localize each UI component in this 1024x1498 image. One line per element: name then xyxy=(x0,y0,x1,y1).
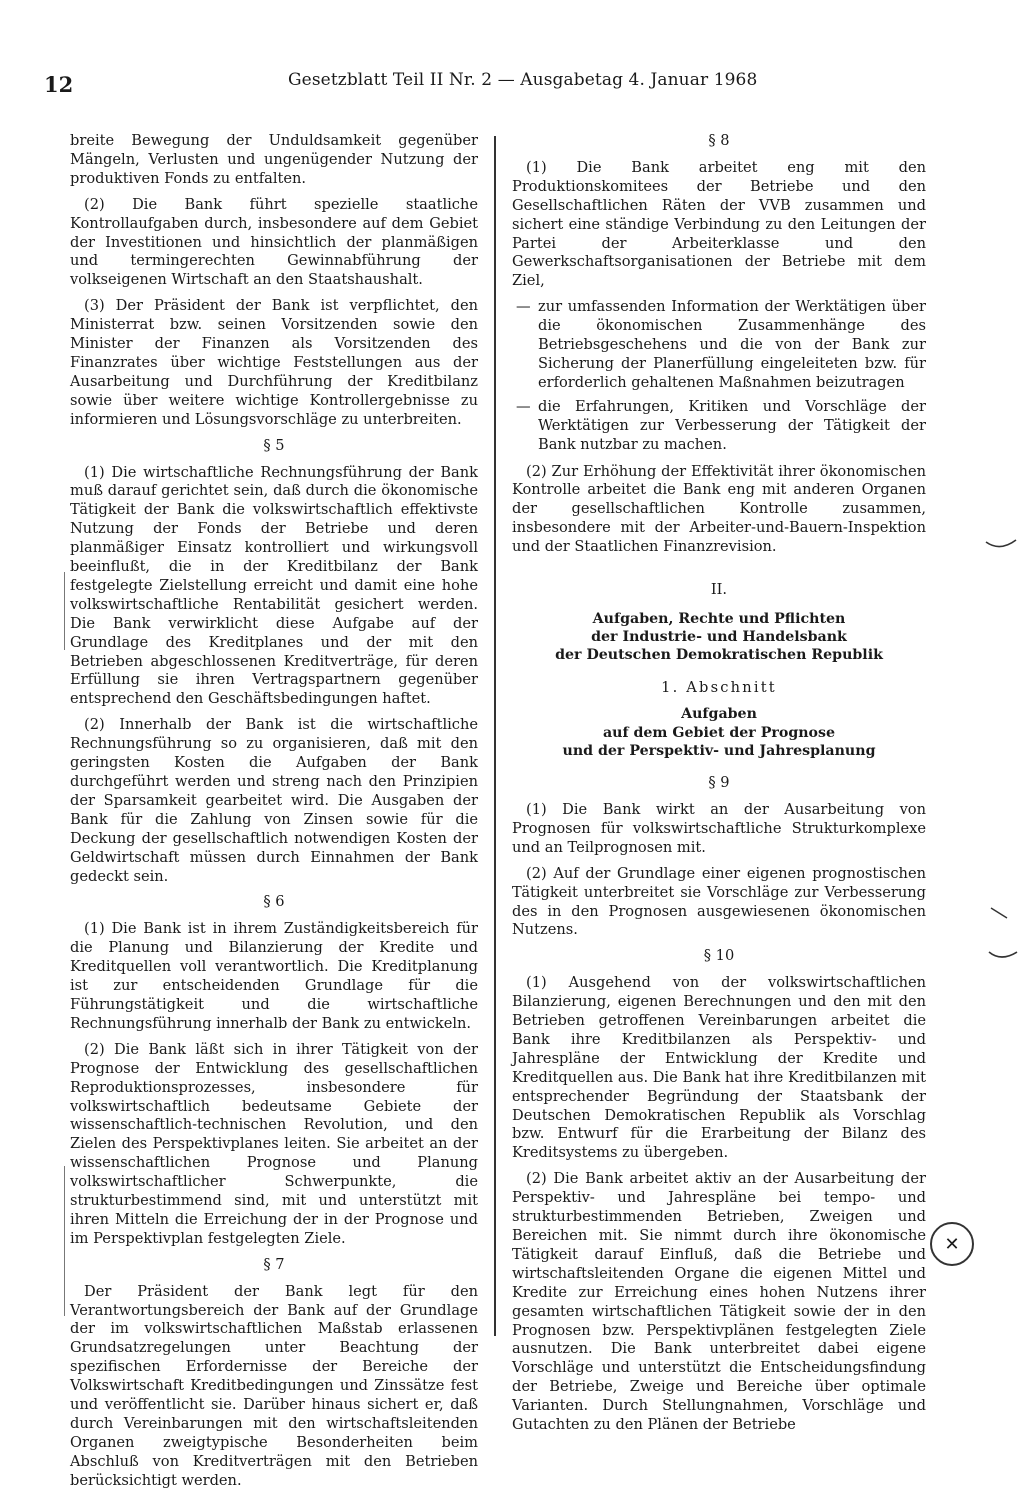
abschnitt-title-line: und der Perspektiv- und Jahresplanung xyxy=(562,742,876,759)
running-head: Gesetzblatt Teil II Nr. 2 — Ausgabetag 4. Januar 1968 xyxy=(288,70,758,90)
paragraph: (1) Die Bank arbeitet eng mit den Produktionskomitees der Betriebe und den Gesellschaftlichen Räten der VVB zusammen und sichert eine ständige Verbindung zu den Leitungen der Partei der Arbeiterklasse und den Gewerkschaftsorganisationen der Betriebe mit dem Ziel, xyxy=(512,158,926,290)
dash-item-text: die Erfahrungen, Kritiken und Vorschläge der Werktätigen zur Verbesserung der Tätigkeit der Bank nutzbar zu machen. xyxy=(538,397,926,453)
paragraph: (2) Die Bank arbeitet aktiv an der Ausarbeitung der Perspektiv- und Jahrespläne bei tempo- und strukturbestimmenden Betrieben, Zweigen und Bereichen mit. Sie nimmt durch ihre ökonomische Tätigkeit darauf Einfluß, daß die Betriebe und wirtschaftsleitenden Organe die eigenen Mittel und Kredite zur Erreichung eines hohen Nutzens ihrer gesamten wirtschaftlichen Tätigkeit sowie der in den Prognosen bzw. Perspektivplänen festgelegten Ziele ausnutzen. Die Bank unterbreitet dabei eigene Vorschläge und unterstützt die Entscheidungsfindung der Betriebe, Zweige und Bereiche über optimale Varianten. Durch Stellungnahmen, Vorschläge und Gutachten zu den Plänen der Betriebe xyxy=(512,1170,926,1434)
paragraph: (1) Die Bank wirkt an der Ausarbeitung von Prognosen für volkswirtschaftliche Strukturkomplexe und an Teilprognosen mit. xyxy=(512,800,926,856)
left-margin-bar xyxy=(64,572,65,650)
paragraph: (1) Die wirtschaftliche Rechnungsführung der Bank muß darauf gerichtet sein, daß durch die ökonomische Tätigkeit der Bank die volkswirtschaftlich effektivste Nutzung der Fonds der Betriebe und deren planmäßiger Einsatz kontrolliert und wirkungsvoll beeinflußt, die in der Kreditbilanz der Bank festgelegte Zielstellung erreicht und damit eine hohe volkswirtschaftliche Rentabilität gesichert werden. Die Bank verwirklicht diese Aufgabe auf der Grundlage des Kreditplanes und der mit den Betrieben abgeschlossenen Kreditverträge, für deren Erfüllung sie ihren Vertragspartnern gegenüber entsprechend den Geschäftsbedingungen haftet. xyxy=(70,463,478,708)
abschnitt-heading: 1. Abschnitt xyxy=(661,678,777,696)
paragraph: (2) Zur Erhöhung der Effektivität ihrer ökonomischen Kontrolle arbeitet die Bank eng mit anderen Organen der gesellschaftlichen Kontrolle zusammen, insbesondere mit der Arbeiter-und-Bauern-Inspektion und der Staatlichen Finanzrevision. xyxy=(512,462,926,556)
chapter-title xyxy=(512,610,926,665)
chapter-title-line: der Industrie- und Handelsbank xyxy=(591,629,847,646)
right-column xyxy=(512,132,926,1442)
section-heading-10: § 10 xyxy=(703,947,735,965)
abschnitt-title-line: auf dem Gebiet der Prognose xyxy=(602,724,836,741)
paragraph: breite Bewegung der Unduldsamkeit gegenüber Mängeln, Verlusten und ungenügender Nutzung der produktiven Fonds zu entfalten. xyxy=(70,132,478,187)
paragraph: (2) Innerhalb der Bank ist die wirtschaftliche Rechnungsführung so zu organisieren, daß mit den geringsten Kosten die Aufgaben der Bank durchgeführt werden und streng nach den Prinzipien der Sparsamkeit gearbeitet wird. Die Ausgaben der Bank für die Zahlung von Zinsen sowie für die Deckung der gesellschaftlich notwendigen Kosten der Geldwirtschaft müssen durch Einnahmen der Bank gedeckt sein. xyxy=(70,716,478,885)
abschnitt-title xyxy=(512,705,926,760)
chapter-title-line: Aufgaben, Rechte und Pflichten xyxy=(592,610,846,627)
margin-pencil-mark xyxy=(985,900,1021,970)
dash-list-item xyxy=(512,298,926,393)
paragraph: (2) Die Bank führt spezielle staatliche Kontrollaufgaben durch, insbesondere auf dem Gebiet der Investitionen und hinsichtlich der planmäßigen und termingerechten Gewinnabführung der volkseigenen Wirtschaft an den Staatshaushalt. xyxy=(70,195,478,289)
margin-x-mark-icon: ✕ xyxy=(930,1222,974,1266)
paragraph: Der Präsident der Bank legt für den Verantwortungsbereich der Bank auf der Grundlage der im volkswirtschaftlichen Maßstab erlassenen Grundsatzregelungen unter Beachtung der spezifischen Erfordernisse der Bereiche der Volkswirtschaft Kreditbedingungen und Zinssätze fest und veröffentlicht sie. Darüber hinaus sichert er, daß durch Vereinbarungen mit den wirtschaftsleitenden Organen zweigtypische Besonderheiten beim Abschluß von Kreditverträgen mit den Betrieben berücksichtigt werden. xyxy=(70,1282,478,1489)
chapter-number: II. xyxy=(710,581,728,599)
margin-pencil-mark xyxy=(982,532,1022,556)
dash-bullet: — xyxy=(516,298,531,316)
paragraph: (1) Die Bank ist in ihrem Zuständigkeitsbereich für die Planung und Bilanzierung der Kredite und Kreditquellen voll verantwortlich. Die Kreditplanung ist zur entscheidenden Grundlage für die Führungstätigkeit und die wirtschaftliche Rechnungsführung innerhalb der Bank zu entwickeln. xyxy=(70,920,478,1032)
left-margin-bar xyxy=(64,1166,65,1316)
column-rule xyxy=(494,136,496,1336)
section-heading-9: § 9 xyxy=(708,774,730,792)
dash-list-item xyxy=(512,398,926,455)
paragraph: (1) Ausgehend von der volkswirtschaftlichen Bilanzierung, eigenen Berechnungen und den mit den Betrieben getroffenen Vereinbarungen arbeitet die Bank ihre Kreditbilanzen als Perspektiv- und Jahrespläne der Entwicklung der Kredite und Kreditquellen aus. Die Bank hat ihre Kreditbilanzen mit entsprechender Begründung der Staatsbank der Deutschen Demokratischen Republik als Vorschlag bzw. Entwurf für die Erarbeitung der Bilanz des Kreditsystems zu übergeben. xyxy=(512,974,926,1162)
section-heading-6: § 6 xyxy=(263,893,285,911)
section-heading-5: § 5 xyxy=(263,436,285,454)
paragraph: (2) Auf der Grundlage einer eigenen prognostischen Tätigkeit unterbreitet sie Vorschläge zur Verbesserung des in den Prognosen ausgewiesenen ökonomischen Nutzens. xyxy=(512,864,926,939)
section-heading-8: § 8 xyxy=(708,132,730,149)
abschnitt-title-line: Aufgaben xyxy=(681,706,757,723)
dash-bullet: — xyxy=(516,397,531,415)
paragraph: (2) Die Bank läßt sich in ihrer Tätigkeit von der Prognose der Entwicklung des gesellschaftlichen Reproduktionsprozesses, insbesondere für volkswirtschaftlich bedeutsame Gebiete der wissenschaftlich-technischen Revolution, und den Zielen des Perspektivplanes leiten. Sie arbeitet an der wissenschaftlichen Prognose und Planung volkswirtschaftlicher Schwerpunkte, die strukturbestimmend sind, mit und unterstützt mit ihren Mitteln die Erreichung der in der Prognose und im Perspektivplan festgelegten Ziele. xyxy=(70,1040,478,1247)
page-number: 12 xyxy=(44,72,74,97)
left-column xyxy=(70,132,478,1498)
section-heading-7: § 7 xyxy=(263,1255,285,1273)
paragraph: (3) Der Präsident der Bank ist verpflichtet, den Ministerrat bzw. seinen Vorsitzenden sowie den Minister der Finanzen als Vorsitzenden des Finanzrates über wichtige Feststellungen aus der Ausarbeitung und Durchführung der Kreditbilanz sowie über weitere wichtige Kontrollergebnisse zu informieren und Lösungsvorschläge zu unterbreiten. xyxy=(70,297,478,428)
chapter-title-line: der Deutschen Demokratischen Republik xyxy=(555,647,883,664)
dash-item-text: zur umfassenden Information der Werktätigen über die ökonomischen Zusammenhänge des Betriebsgeschehens und die von der Bank zur Sicherung der Planerfüllung eingeleiteten bzw. für erforderlich gehaltenen Maßnahmen beizutragen xyxy=(538,298,926,391)
